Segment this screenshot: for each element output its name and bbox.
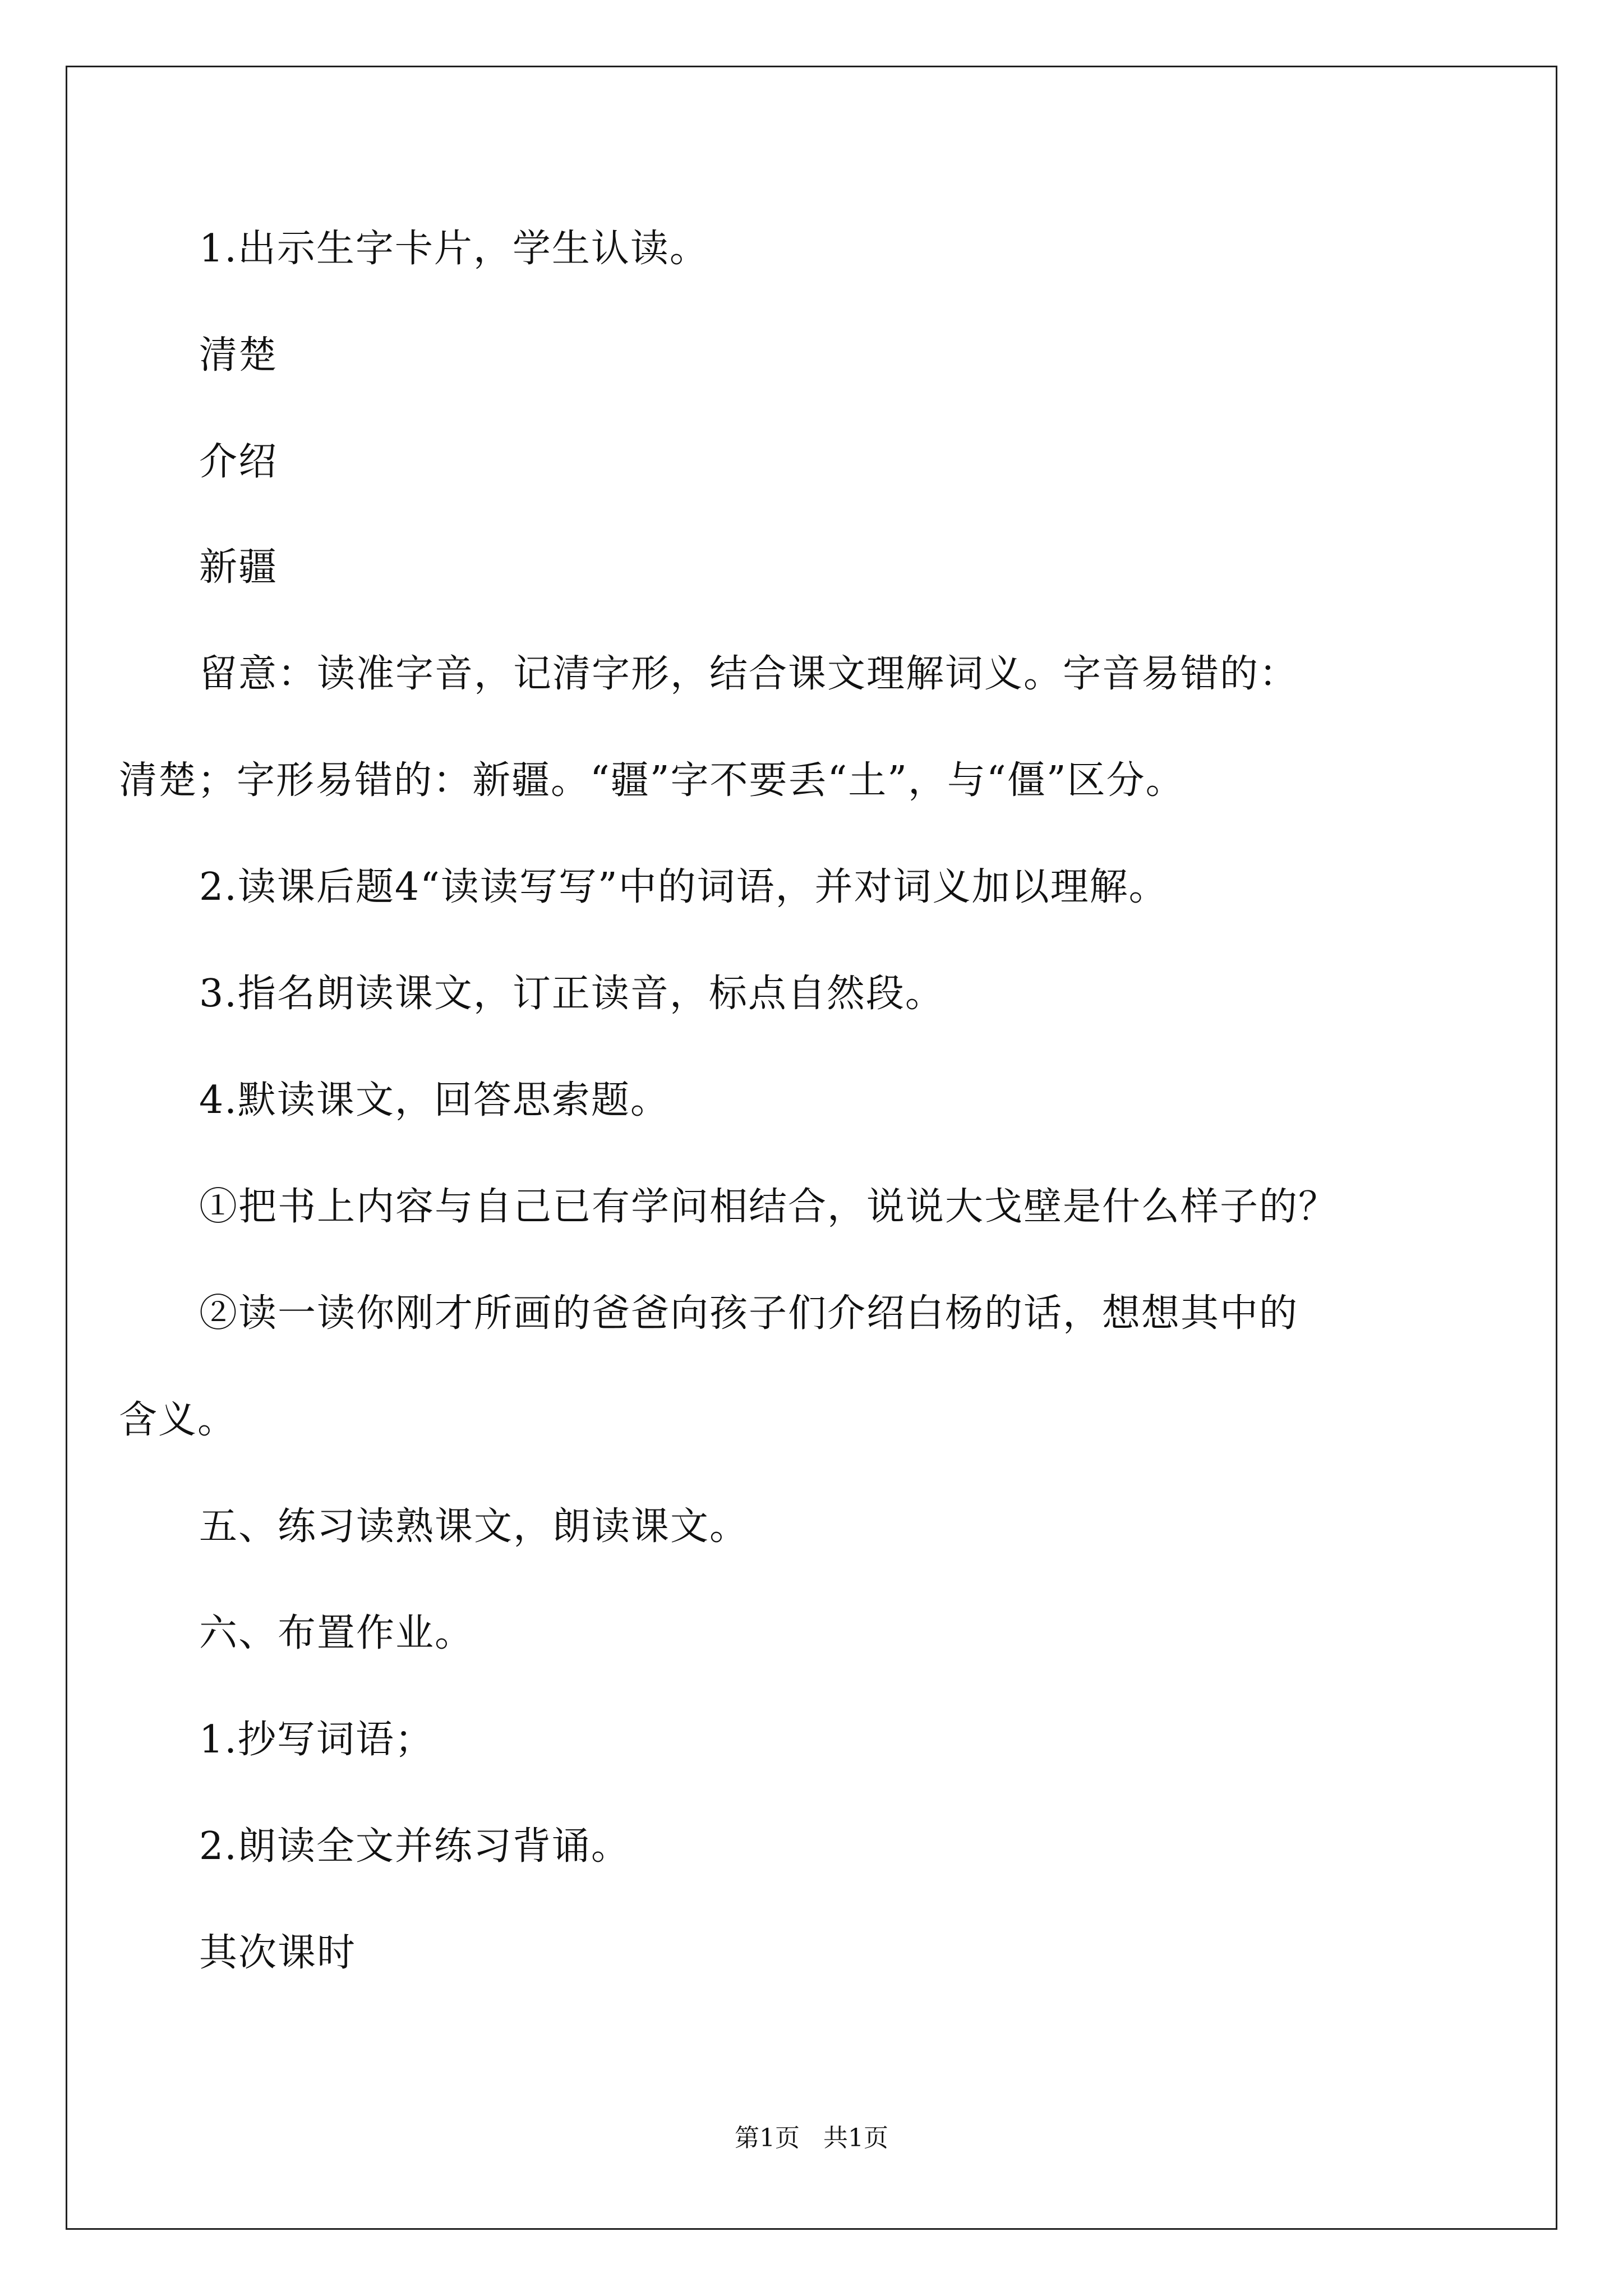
paragraph-step-1: 1.出示生字卡片，学生认读。: [199, 227, 709, 271]
second-lesson-heading: 其次课时: [199, 1931, 357, 1975]
paragraph-question-2: ②读一读你刚才所画的爸爸向孩子们介绍白杨的话，想想其中的: [199, 1291, 1299, 1336]
word-qingchu: 清楚: [199, 333, 278, 378]
word-jieshao: 介绍: [199, 440, 278, 484]
paragraph-step-2: 2.读课后题4“读读写写”中的词语，并对词义加以理解。: [199, 865, 1168, 909]
paragraph-notice: 留意：读准字音，记清字形，结合课文理解词义。字音易错的：: [199, 652, 1299, 696]
paragraph-step-4: 4.默读课文，回答思索题。: [199, 1078, 670, 1122]
homework-item-2: 2.朗读全文并练习背诵。: [199, 1824, 630, 1869]
page-footer: 第1页 共1页: [735, 2124, 888, 2152]
paragraph-question-2-continued: 含义。: [119, 1398, 237, 1442]
homework-item-1: 1.抄写词语；: [199, 1718, 434, 1762]
section-six-heading: 六、布置作业。: [199, 1611, 474, 1655]
paragraph-step-3: 3.指名朗读课文，订正读音，标点自然段。: [199, 972, 944, 1016]
word-xinjiang: 新疆: [199, 545, 278, 590]
paragraph-question-1: ①把书上内容与自己已有学问相结合，说说大戈壁是什么样子的？: [199, 1185, 1338, 1229]
page-border: [66, 66, 1557, 2230]
paragraph-notice-continued: 清楚；字形易错的：新疆。“疆”字不要丢“土”，与“僵”区分。: [119, 758, 1185, 803]
section-five-heading: 五、练习读熟课文，朗读课文。: [199, 1504, 749, 1549]
